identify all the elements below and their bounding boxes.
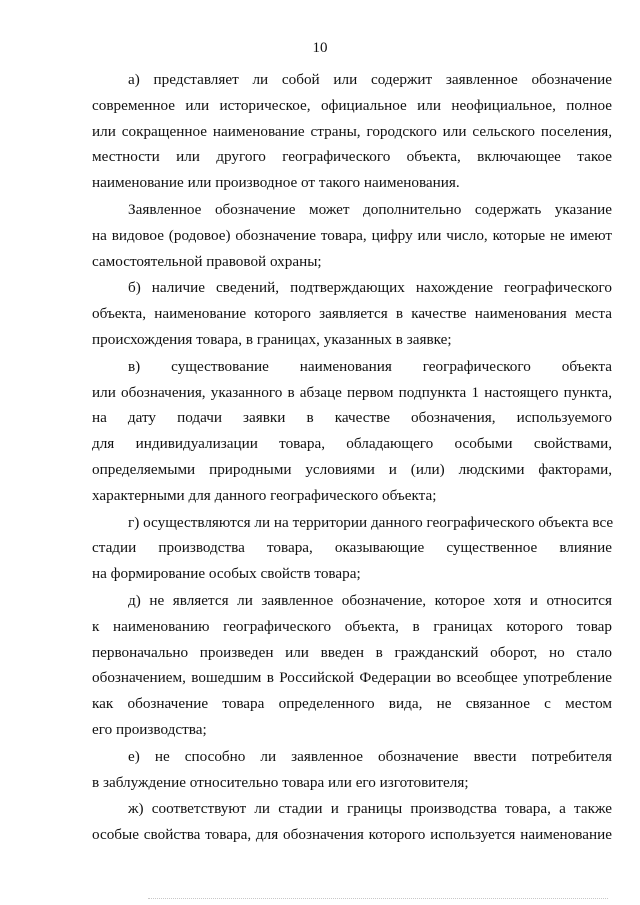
- text-line: происхождения товара, в границах, указанных в заявке;: [92, 330, 452, 348]
- text-line: к наименованию географического объекта, в границах которого товар: [92, 617, 612, 635]
- text-line: или сокращенное наименование страны, городского или сельского поселения,: [92, 122, 612, 140]
- text-line: в заблуждение относительно товара или его изготовителя;: [92, 773, 469, 791]
- text-line: д) не является ли заявленное обозначение, которое хотя и относится: [128, 591, 612, 609]
- text-line: определяемыми природными условиями и (или) людскими факторами,: [92, 460, 612, 478]
- text-line: местности или другого географического объекта, включающее такое: [92, 148, 612, 166]
- paragraph-designation-note: [92, 197, 612, 274]
- text-line: первоначально произведен или введен в гражданский оборот, но стало: [92, 643, 612, 661]
- paragraph-e: [92, 744, 612, 796]
- document-body: [92, 67, 612, 848]
- text-line: ж) соответствуют ли стадии и границы производства товара, а также: [128, 800, 612, 818]
- text-line: стадии производства товара, оказывающие существенное влияние: [92, 539, 612, 557]
- text-line: на формирование особых свойств товара;: [92, 565, 361, 583]
- text-line: на дату подачи заявки в качестве обозначения, используемого: [92, 409, 612, 427]
- paragraph-d: [92, 588, 612, 743]
- text-line: характерными для данного географического объекта;: [92, 486, 437, 504]
- text-line: на видовое (родовое) обозначение товара, цифру или число, которые не имеют: [92, 226, 612, 244]
- text-line: объекта, наименование которого заявляется в качестве наименования места: [92, 305, 612, 323]
- paragraph-v: [92, 354, 612, 509]
- text-line: обозначением, вошедшим в Российской Федерации во всеобщее употребление: [92, 669, 612, 687]
- paragraph-g: [92, 510, 612, 587]
- text-line: для индивидуализации товара, обладающего особыми свойствами,: [92, 435, 612, 453]
- text-line: г) осуществляются ли на территории данного географического объекта все: [128, 513, 614, 531]
- text-line: наименование или производное от такого наименования.: [92, 174, 460, 192]
- paragraph-a: [92, 67, 612, 196]
- page-number: 10: [312, 40, 328, 56]
- text-line: особые свойства товара, для обозначения которого используется наименование: [92, 826, 612, 844]
- text-line: или обозначения, указанного в абзаце первом подпункта 1 настоящего пункта,: [92, 383, 612, 401]
- paragraph-zh: [92, 796, 612, 848]
- scan-edge-line: [148, 898, 608, 900]
- text-line: в) существование наименования географического объекта: [128, 357, 612, 375]
- text-line: е) не способно ли заявленное обозначение ввести потребителя: [128, 747, 612, 765]
- text-line: современное или историческое, официальное или неофициальное, полное: [92, 96, 612, 114]
- text-line: как обозначение товара определенного вида, не связанное с местом: [92, 695, 612, 713]
- paragraph-b: [92, 275, 612, 352]
- text-line: а) представляет ли собой или содержит заявленное обозначение: [128, 71, 612, 88]
- text-line: его производства;: [92, 720, 207, 738]
- text-line: б) наличие сведений, подтверждающих нахождение географического: [128, 279, 612, 297]
- text-line: самостоятельной правовой охраны;: [92, 252, 322, 270]
- text-line: Заявленное обозначение может дополнительно содержать указание: [128, 200, 612, 218]
